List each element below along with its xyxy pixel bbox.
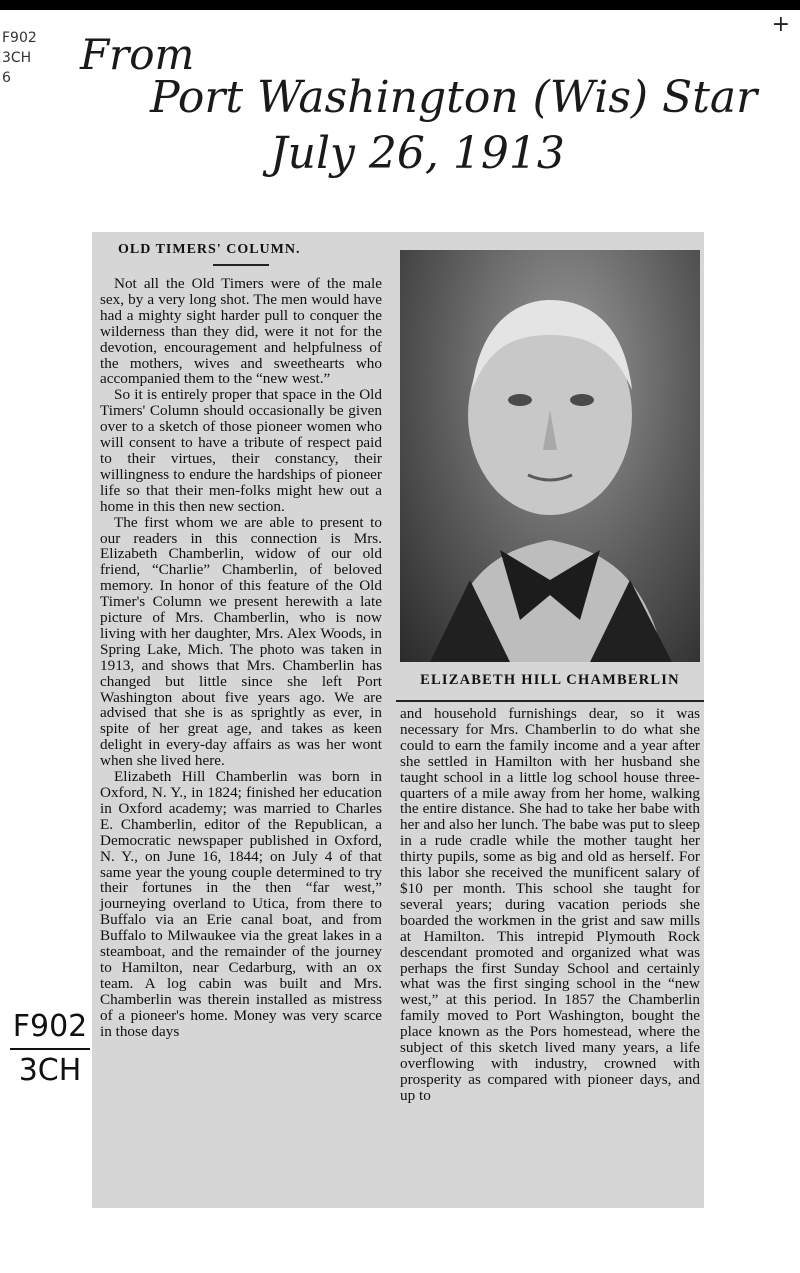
corner-code-line-3: 6 [2,70,11,86]
scan-top-border [0,0,800,10]
corner-code-line-2: 3CH [2,50,32,66]
photo-caption: ELIZABETH HILL CHAMBERLIN [420,672,680,688]
portrait-right-eye [570,394,594,406]
handwritten-date: July 26, 1913 [270,128,565,179]
margin-code-bottom: 3CH [18,1053,82,1088]
corner-code-line-1: F902 [2,30,37,46]
portrait-photo [400,250,700,662]
plus-mark: + [771,12,790,37]
article-paragraph-4: Elizabeth Hill Chamberlin was born in Oxford, N. Y., in 1824; finished her education in Oxford academy; was married to Charles E. Chamberlin, editor of the Republican, a Democratic newspaper published in Oxford, N. Y., on June 16, 1844; on July 4 of that same year the young couple determined to try their fortunes in the then “far west,” journeying overland to Utica, from there to Buffalo via an Erie canal boat, and from Buffalo to Milwaukee via the great lakes in a steamboat, and the remainder of the journey to Hamilton, near Cedarburg, with an ox team. A log cabin was built and Mrs. Chamberlin was therein installed as mistress of a pioneer's home. Money was very scarce in those days [100,768,382,1040]
article-headline: OLD TIMERS' COLUMN. [118,242,301,257]
portrait-figure [400,250,700,662]
handwritten-source: Port Washington (Wis) Star [150,72,758,123]
headline-rule [213,264,269,266]
margin-code-top: F902 [12,1009,88,1044]
article-paragraph-2: So it is entirely proper that space in the Old Timers' Column should occasionally be given over to a sketch of those pioneer women who will consent to have a tribute of respect paid to their virtues, their constancy, their willingness to endure the hardships of pioneer life so that their men-folks might hew out a home in this then new section. [100,386,382,515]
article-right-column [396,232,704,1208]
corner-catalog-code [2,28,37,88]
margin-code-divider [10,1048,90,1050]
article-left-column [92,232,392,1208]
article-paragraph-3: The first whom we are able to present to our readers in this connection is Mrs. Elizabeth Chamberlin, widow of our old friend, “Charlie” Chamberlin, of beloved memory. In honor of this feature of the Old Timer's Column we present herewith a late picture of Mrs. Chamberlin, who is now living with her daughter, Mrs. Alex Woods, in Spring Lake, Mich. The photo was taken in 1913, and shows that Mrs. Chamberlin has changed but little since she left Port Washington about five years ago. We are advised that she is as sprightly as ever, in spite of her great age, and takes as keen delight in every-day affairs as was her wont when she lived here. [100,513,382,770]
margin-catalog-code [2,1010,98,1088]
portrait-left-eye [508,394,532,406]
caption-rule [396,700,704,702]
article-right-text [400,706,700,1104]
handwritten-from: From [80,30,195,79]
article-paragraph-1: Not all the Old Timers were of the male sex, by a very long shot. The men would have had a mighty sight harder pull to conquer the wilderness than they did, were it not for the devotion, encouragement and helpfulness of the mothers, wives and sweethearts who accompanied them to the “new west.” [100,275,382,388]
article-paragraph-5: and household furnishings dear, so it was necessary for Mrs. Chamberlin to do what she could to earn the family income and a year after she settled in Hamilton with her husband she taught school in a little log school house three-quarters of a mile away from her home, walking the entire distance. She had to take her babe with her and also her lunch. The babe was put to sleep in a rude cradle while the mother taught her thirty pupils, some as big and old as herself. For this labor she received the munificent salary of $10 per month. This school she taught for several years; during vacation periods she boarded the workmen in the grist and saw mills at Hamilton. This intrepid Plymouth Rock descendant promoted and organized what was perhaps the first Sunday School and certainly what was the first singing school in the “new west,” at this period. In 1857 the Chamberlin family moved to Port Washington, bought the place known as the Pors homestead, where the subject of this sketch lived many years, a life overflowing with industry, crowned with prosperity as compared with pioneer days, and up to [400,705,700,1104]
newspaper-clipping [92,232,704,1208]
